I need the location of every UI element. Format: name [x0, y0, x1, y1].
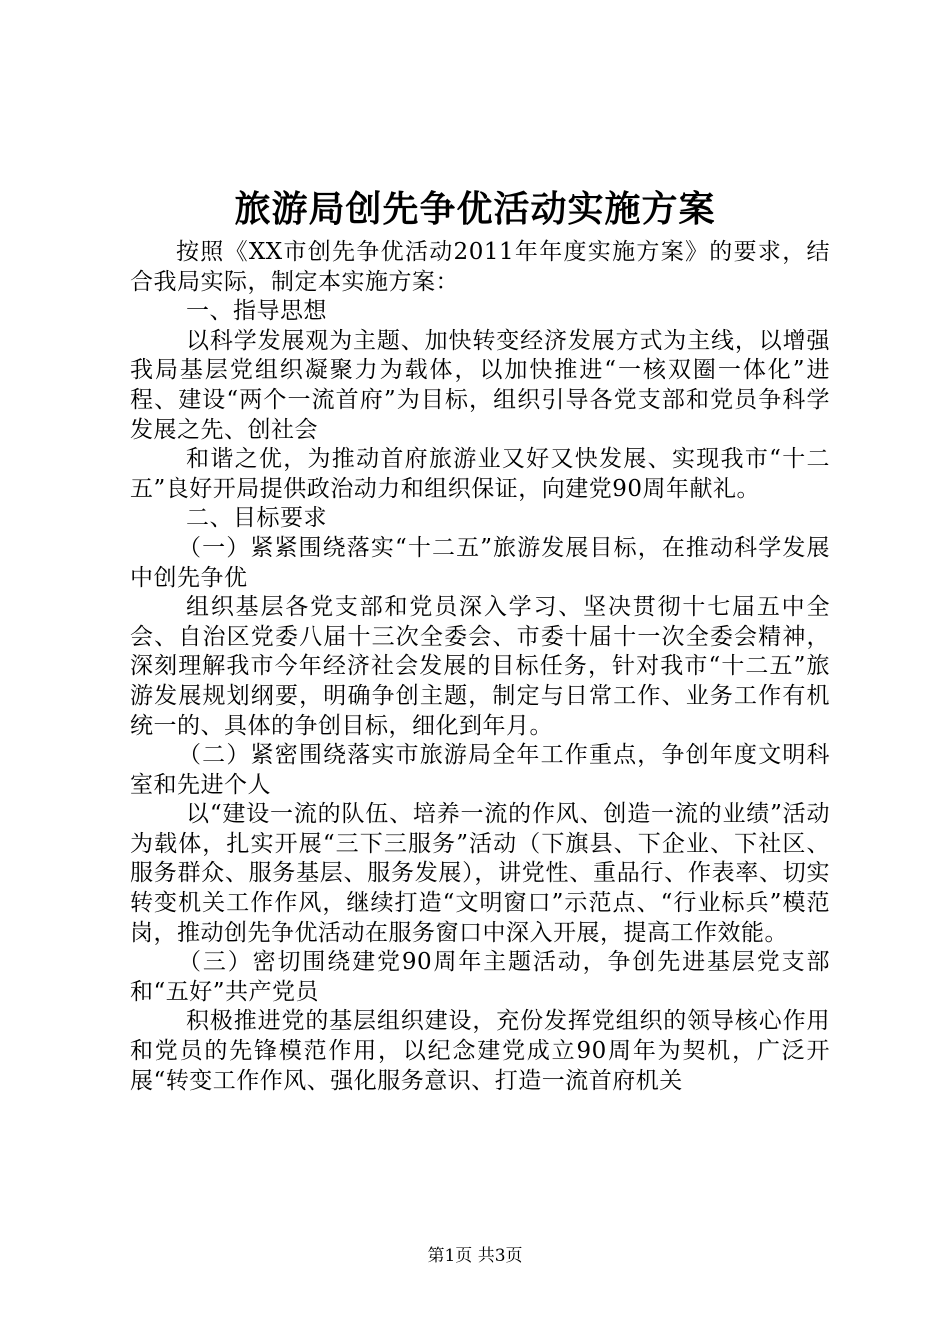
intro-paragraph: 按照《XX市创先争优活动2011年年度实施方案》的要求，结合我局实际，制定本实施方案： — [130, 239, 830, 295]
subsection-heading-2: （二）紧密围绕落实市旅游局全年工作重点，争创年度文明科室和先进个人 — [130, 742, 830, 798]
subsection-heading-1: （一）紧紧围绕落实“十二五”旅游发展目标，在推动科学发展中创先争优 — [130, 534, 830, 591]
paragraph-subsection-2: 以“建设一流的队伍、培养一流的作风、创造一流的业绩”活动为载体，扎实开展“三下三服务”活动（下旗县、下企业、下社区、服务群众、服务基层、服务发展），讲党性、重品行、作表率、切实转变机关工作作风，继续打造“文明窗口”示范点、“行业标兵”模范岗，推动创先争优活动在服务窗口中深入开展，提高工作效能。 — [130, 801, 830, 946]
page-number-footer: 第1页 共3页 — [427, 1246, 523, 1266]
paragraph-guiding-ideology: 以科学发展观为主题、加快转变经济发展方式为主线，以增强我局基层党组织凝聚力为载体，以加快推进“一核双圈一体化”进程、建设“两个一流首府”为目标，组织引导各党支部和党员争科学发展之先、创社会 — [130, 327, 830, 443]
document-body — [130, 238, 830, 1096]
section-heading-guiding-ideology: 一、指导思想 — [186, 298, 327, 325]
document-title: 旅游局创先争优活动实施方案 — [234, 188, 716, 230]
paragraph-subsection-1: 组织基层各党支部和党员深入学习、坚决贯彻十七届五中全会、自治区党委八届十三次全委会、市委十届十一次全委会精神，深刻理解我市今年经济社会发展的目标任务，针对我市“十二五”旅游发展规划纲要，明确争创主题，制定与日常工作、业务工作有机统一的、具体的争创目标，细化到年月。 — [130, 594, 830, 739]
paragraph-guiding-ideology-continued: 和谐之优，为推动首府旅游业又好又快发展、实现我市“十二五”良好开局提供政治动力和组织保证，向建党90周年献礼。 — [130, 446, 830, 502]
paragraph-subsection-3: 积极推进党的基层组织建设，充份发挥党组织的领导核心作用和党员的先锋模范作用，以纪念建党成立90周年为契机，广泛开展“转变工作作风、强化服务意识、打造一流首府机关 — [130, 1008, 830, 1094]
section-heading-goals: 二、目标要求 — [186, 505, 327, 532]
subsection-heading-3: （三）密切围绕建党90周年主题活动，争创先进基层党支部和“五好”共产党员 — [130, 949, 830, 1005]
